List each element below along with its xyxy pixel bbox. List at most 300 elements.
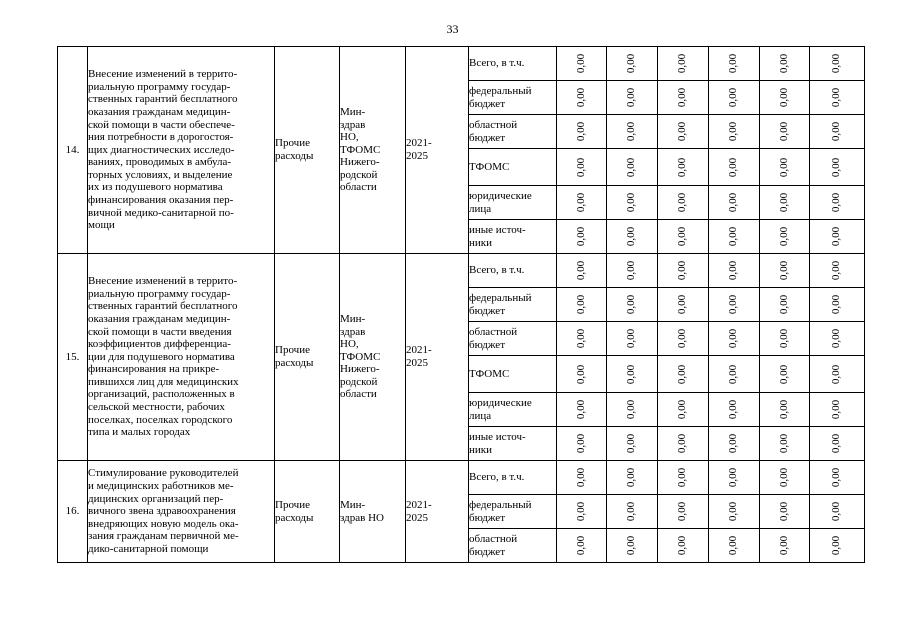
amount-cell (760, 393, 810, 427)
amount-cell (557, 47, 607, 81)
amount-cell (760, 254, 810, 288)
funding-source-line: ники (469, 236, 493, 249)
description-line: ственных гарантий бесплатного (88, 300, 238, 313)
amount-value: 0,00 (575, 157, 587, 177)
funding-source-line: бюджет (469, 131, 505, 144)
amount-value: 0,00 (778, 329, 790, 349)
amount-cell (810, 322, 865, 356)
amount-value: 0,00 (625, 157, 638, 177)
amount-cell (607, 495, 658, 529)
amount-cell (709, 186, 760, 220)
amount-value: 0,00 (778, 157, 790, 177)
funding-source-line: лица (469, 409, 492, 422)
description-line: ваниях, проводимых в амбула- (88, 156, 232, 169)
amount-cell (760, 322, 810, 356)
amount-value: 0,00 (575, 434, 587, 454)
responsible-line: Мин- (340, 498, 366, 511)
funding-source (469, 393, 557, 427)
amount-cell (810, 220, 865, 254)
amount-cell (709, 356, 760, 393)
amount-value: 0,00 (830, 122, 843, 142)
description-line: финансирования на прикре- (88, 363, 220, 376)
amount-cell (709, 81, 760, 115)
description-line: щих диагностических исследо- (88, 143, 235, 156)
amount-value: 0,00 (575, 261, 587, 281)
amount-cell (557, 495, 607, 529)
funding-source (469, 529, 557, 563)
amount-cell (760, 461, 810, 495)
amount-cell (607, 322, 658, 356)
funding-source-line: юридические (469, 396, 532, 409)
amount-value: 0,00 (676, 468, 689, 488)
amount-value: 0,00 (830, 261, 843, 281)
funding-source (469, 220, 557, 254)
funding-source-line: ники (469, 443, 493, 456)
amount-cell (709, 254, 760, 288)
description-line: пившихся лиц для медицинских (88, 375, 239, 388)
amount-value: 0,00 (727, 295, 740, 315)
amount-cell (810, 356, 865, 393)
description-line: организаций, расположенных в (88, 388, 235, 401)
amount-cell (760, 356, 810, 393)
responsible-line: Мин- (340, 105, 366, 118)
funding-source (469, 427, 557, 461)
funding-source-line: Всего, в т.ч. (469, 471, 525, 484)
funding-source-line: ТФОМС (469, 367, 510, 380)
amount-value: 0,00 (676, 364, 689, 384)
amount-cell (760, 427, 810, 461)
amount-cell (810, 81, 865, 115)
amount-value: 0,00 (727, 536, 740, 556)
amount-value: 0,00 (727, 193, 740, 213)
amount-cell (557, 186, 607, 220)
amount-value: 0,00 (778, 536, 790, 556)
funding-source-line: бюджет (469, 545, 505, 558)
measures-table (57, 46, 865, 563)
description-line: вичной медико-санитарной по- (88, 206, 234, 219)
amount-value: 0,00 (575, 502, 587, 522)
description-line: ственных гарантий бесплатного (88, 93, 238, 106)
funding-source-line: областной (469, 532, 518, 545)
amount-value: 0,00 (830, 468, 843, 488)
funding-source (469, 322, 557, 356)
amount-value: 0,00 (575, 468, 587, 488)
amount-cell (658, 220, 709, 254)
responsible-line: здрав (340, 118, 366, 131)
funding-source-line: лица (469, 202, 492, 215)
amount-value: 0,00 (625, 329, 638, 349)
amount-value: 0,00 (778, 295, 790, 315)
amount-cell (709, 495, 760, 529)
funding-source (469, 149, 557, 186)
responsible-line: ТФОМС (340, 350, 381, 363)
amount-cell (709, 220, 760, 254)
amount-value: 0,00 (625, 295, 638, 315)
responsible-line: Нижего- (340, 363, 380, 376)
funding-source-line: Всего, в т.ч. (469, 264, 525, 277)
amount-value: 0,00 (727, 364, 740, 384)
amount-cell (658, 356, 709, 393)
amount-cell (810, 149, 865, 186)
amount-cell (810, 461, 865, 495)
amount-value: 0,00 (778, 227, 790, 247)
expense-type (275, 461, 340, 563)
amount-cell (607, 254, 658, 288)
amount-value: 0,00 (676, 434, 689, 454)
period-line: 2025 (406, 357, 428, 369)
amount-value: 0,00 (676, 536, 689, 556)
amount-cell (658, 495, 709, 529)
responsible-line: родской (340, 168, 378, 181)
responsible-line: Мин- (340, 312, 366, 325)
description-line: зания гражданам первичной ме- (88, 530, 239, 543)
amount-cell (607, 47, 658, 81)
amount-value: 0,00 (830, 88, 843, 108)
table-row (58, 254, 865, 288)
amount-value: 0,00 (778, 434, 790, 454)
amount-cell (658, 149, 709, 186)
amount-cell (607, 115, 658, 149)
amount-cell (810, 47, 865, 81)
funding-source-line: бюджет (469, 304, 505, 317)
expense-type-line: Прочие (275, 137, 310, 150)
funding-source-line: Всего, в т.ч. (469, 57, 525, 70)
amount-cell (760, 149, 810, 186)
period-line: 2025 (406, 511, 428, 524)
responsible-line: здрав (340, 325, 366, 338)
amount-cell (810, 393, 865, 427)
description-line: Внесение изменений в террито- (88, 68, 238, 81)
amount-cell (760, 220, 810, 254)
amount-value: 0,00 (676, 54, 689, 74)
amount-cell (709, 322, 760, 356)
amount-cell (658, 288, 709, 322)
period-line: 2021- (406, 498, 432, 511)
amount-cell (760, 495, 810, 529)
amount-value: 0,00 (830, 400, 843, 420)
implementation-period (406, 254, 469, 461)
measure-description (88, 461, 275, 563)
amount-value: 0,00 (830, 54, 843, 74)
amount-value: 0,00 (625, 193, 638, 213)
description-line: сельской местности, рабочих (88, 401, 225, 414)
amount-value: 0,00 (727, 502, 740, 522)
amount-cell (810, 529, 865, 563)
funding-source (469, 47, 557, 81)
description-line: Стимулирование руководителей (88, 467, 239, 480)
table-row (58, 461, 865, 495)
amount-cell (810, 288, 865, 322)
funding-source (469, 356, 557, 393)
amount-value: 0,00 (778, 502, 790, 522)
amount-cell (760, 288, 810, 322)
amount-cell (810, 115, 865, 149)
amount-value: 0,00 (778, 122, 790, 142)
amount-cell (709, 393, 760, 427)
amount-value: 0,00 (625, 400, 638, 420)
amount-value: 0,00 (830, 364, 843, 384)
description-line: мощи (88, 219, 115, 232)
measure-description (88, 47, 275, 254)
amount-cell (658, 322, 709, 356)
amount-cell (658, 81, 709, 115)
amount-cell (760, 81, 810, 115)
amount-cell (557, 461, 607, 495)
amount-value: 0,00 (625, 364, 638, 384)
amount-cell (557, 393, 607, 427)
funding-source (469, 186, 557, 220)
funding-source (469, 495, 557, 529)
funding-source-line: юридические (469, 189, 532, 202)
amount-value: 0,00 (830, 502, 843, 522)
amount-value: 0,00 (676, 88, 689, 108)
amount-value: 0,00 (625, 261, 638, 281)
amount-cell (607, 81, 658, 115)
responsible-line: области (340, 181, 377, 194)
description-line: ния потребности в дорогостоя- (88, 131, 234, 144)
amount-cell (810, 254, 865, 288)
funding-source-line: ТФОМС (469, 160, 510, 173)
amount-cell (658, 427, 709, 461)
amount-value: 0,00 (727, 157, 740, 177)
description-line: риальную программу государ- (88, 80, 231, 93)
responsible-line: родской (340, 375, 378, 388)
amount-cell (709, 149, 760, 186)
amount-value: 0,00 (676, 261, 689, 281)
responsible-line: области (340, 388, 377, 401)
amount-value: 0,00 (778, 261, 790, 281)
funding-source-line: федеральный (469, 291, 532, 304)
amount-value: 0,00 (575, 88, 587, 108)
period-line: 2021- (406, 344, 432, 357)
expense-type (275, 254, 340, 461)
expense-type-line: расходы (275, 150, 314, 162)
amount-cell (607, 427, 658, 461)
measure-number: 15. (58, 254, 88, 461)
amount-value: 0,00 (727, 122, 740, 142)
description-line: Внесение изменений в террито- (88, 275, 238, 288)
amount-value: 0,00 (625, 468, 638, 488)
amount-value: 0,00 (676, 122, 689, 142)
amount-cell (557, 427, 607, 461)
amount-cell (709, 115, 760, 149)
description-line: коэффициентов дифференциа- (88, 338, 231, 351)
amount-value: 0,00 (676, 193, 689, 213)
table-row (58, 47, 865, 81)
amount-cell (557, 149, 607, 186)
expense-type-line: Прочие (275, 498, 310, 511)
funding-source-line: бюджет (469, 338, 505, 351)
description-line: типа и малых городах (88, 426, 191, 439)
description-line: финансирования оказания пер- (88, 194, 234, 207)
amount-cell (557, 81, 607, 115)
amount-value: 0,00 (830, 193, 843, 213)
responsible-line: Нижего- (340, 156, 380, 169)
amount-cell (557, 356, 607, 393)
amount-value: 0,00 (575, 122, 587, 142)
implementation-period (406, 47, 469, 254)
amount-cell (709, 427, 760, 461)
amount-cell (557, 322, 607, 356)
amount-cell (810, 495, 865, 529)
funding-source-line: федеральный (469, 84, 532, 97)
expense-type-line: Прочие (275, 344, 310, 357)
amount-value: 0,00 (727, 434, 740, 454)
amount-value: 0,00 (625, 227, 638, 247)
amount-cell (760, 529, 810, 563)
description-line: и медицинских работников ме- (88, 480, 234, 493)
funding-source-line: областной (469, 118, 518, 131)
description-line: поселках, поселках городского (88, 413, 233, 426)
amount-value: 0,00 (625, 536, 638, 556)
amount-cell (557, 254, 607, 288)
description-line: дико-санитарной помощи (88, 542, 209, 555)
responsible-line: ТФОМС (340, 143, 381, 156)
description-line: риальную программу государ- (88, 287, 231, 300)
amount-value: 0,00 (625, 502, 638, 522)
amount-value: 0,00 (778, 88, 790, 108)
amount-value: 0,00 (727, 329, 740, 349)
expense-type (275, 47, 340, 254)
amount-value: 0,00 (830, 295, 843, 315)
amount-value: 0,00 (676, 329, 689, 349)
amount-cell (557, 115, 607, 149)
amount-cell (658, 186, 709, 220)
amount-value: 0,00 (778, 400, 790, 420)
amount-cell (658, 254, 709, 288)
description-line: оказания гражданам медицин- (88, 312, 231, 325)
funding-source (469, 461, 557, 495)
amount-value: 0,00 (676, 295, 689, 315)
amount-value: 0,00 (727, 261, 740, 281)
description-line: вичного звена здравоохранения (88, 505, 236, 518)
responsible-executor (340, 47, 406, 254)
expense-type-line: расходы (275, 357, 314, 369)
amount-value: 0,00 (778, 54, 790, 74)
amount-value: 0,00 (727, 227, 740, 247)
funding-source-line: областной (469, 325, 518, 338)
description-line: торных условиях, и выделение (88, 168, 233, 181)
amount-value: 0,00 (727, 400, 740, 420)
amount-value: 0,00 (830, 329, 843, 349)
amount-value: 0,00 (676, 502, 689, 522)
amount-cell (607, 461, 658, 495)
amount-value: 0,00 (625, 122, 638, 142)
amount-cell (760, 47, 810, 81)
amount-cell (709, 461, 760, 495)
amount-cell (760, 186, 810, 220)
amount-cell (810, 427, 865, 461)
funding-source-line: бюджет (469, 511, 505, 524)
measure-number: 16. (58, 461, 88, 563)
amount-cell (709, 529, 760, 563)
page-number: 33 (446, 22, 459, 36)
amount-value: 0,00 (727, 468, 740, 488)
amount-value: 0,00 (676, 157, 689, 177)
implementation-period (406, 461, 469, 563)
amount-value: 0,00 (575, 329, 587, 349)
measure-number: 14. (58, 47, 88, 254)
amount-value: 0,00 (676, 227, 689, 247)
responsible-executor (340, 461, 406, 563)
amount-value: 0,00 (575, 54, 587, 74)
amount-value: 0,00 (727, 54, 740, 74)
description-line: ской помощи в части введения (88, 325, 232, 338)
amount-cell (557, 529, 607, 563)
description-line: внедряющих новую модель ока- (88, 517, 239, 530)
amount-value: 0,00 (575, 193, 587, 213)
amount-value: 0,00 (830, 227, 843, 247)
description-line: ской помощи в части обеспече- (88, 118, 235, 131)
funding-source (469, 81, 557, 115)
funding-source (469, 288, 557, 322)
amount-value: 0,00 (778, 468, 790, 488)
responsible-line: НО, (340, 131, 359, 144)
amount-value: 0,00 (575, 364, 587, 384)
amount-cell (607, 149, 658, 186)
funding-source-line: бюджет (469, 97, 505, 110)
funding-source-line: федеральный (469, 498, 532, 511)
amount-value: 0,00 (778, 193, 790, 213)
amount-cell (658, 115, 709, 149)
funding-source (469, 115, 557, 149)
amount-cell (557, 288, 607, 322)
amount-cell (658, 47, 709, 81)
amount-cell (709, 288, 760, 322)
description-line: дицинских организаций пер- (88, 492, 224, 505)
description-line: ции для подушевого норматива (88, 350, 235, 363)
amount-value: 0,00 (575, 536, 587, 556)
funding-source (469, 254, 557, 288)
amount-value: 0,00 (830, 434, 843, 454)
funding-source-line: иные источ- (469, 223, 526, 236)
amount-cell (658, 529, 709, 563)
amount-cell (810, 186, 865, 220)
responsible-line: здрав НО (340, 511, 384, 524)
amount-value: 0,00 (778, 364, 790, 384)
amount-value: 0,00 (830, 536, 843, 556)
amount-cell (658, 461, 709, 495)
amount-cell (709, 47, 760, 81)
amount-cell (607, 220, 658, 254)
expense-type-line: расходы (275, 511, 314, 524)
responsible-executor (340, 254, 406, 461)
amount-cell (557, 220, 607, 254)
amount-value: 0,00 (625, 434, 638, 454)
amount-value: 0,00 (575, 295, 587, 315)
amount-value: 0,00 (575, 227, 587, 247)
period-line: 2025 (406, 150, 428, 162)
measure-description (88, 254, 275, 461)
description-line: оказания гражданам медицин- (88, 105, 231, 118)
description-line: их из подушевого норматива (88, 181, 223, 194)
amount-cell (607, 393, 658, 427)
amount-cell (607, 529, 658, 563)
funding-source-line: иные источ- (469, 430, 526, 443)
amount-cell (607, 186, 658, 220)
amount-value: 0,00 (625, 54, 638, 74)
amount-value: 0,00 (575, 400, 587, 420)
amount-cell (607, 356, 658, 393)
responsible-line: НО, (340, 338, 359, 351)
amount-cell (760, 115, 810, 149)
period-line: 2021- (406, 137, 432, 150)
amount-cell (607, 288, 658, 322)
amount-cell (658, 393, 709, 427)
amount-value: 0,00 (727, 88, 740, 108)
amount-value: 0,00 (625, 88, 638, 108)
amount-value: 0,00 (830, 157, 843, 177)
